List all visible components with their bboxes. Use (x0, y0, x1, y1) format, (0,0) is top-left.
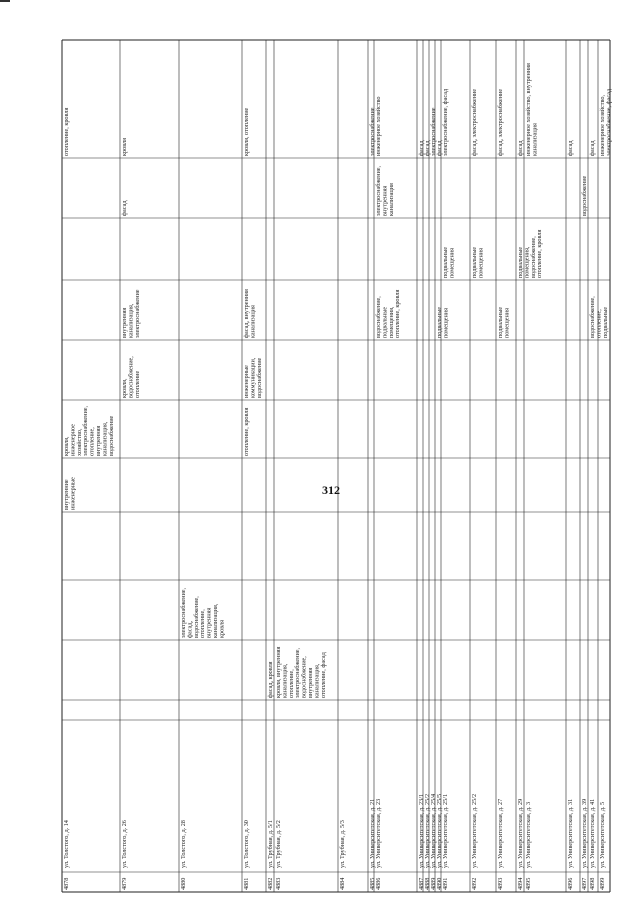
cell-c7: инженерное хозяйство,электроснабжение, фасад (599, 88, 613, 156)
row-number: 4896 (567, 877, 574, 890)
cell-c_col9: электроснабжение,фасад,водоснабжение,отопление,внутренняяканализация,кровля (180, 587, 226, 638)
cell-c3: подвальныепомещения (436, 306, 450, 338)
row-number: 4895 (525, 877, 532, 890)
cell-c7: кровля (121, 138, 128, 156)
row-number: 4897 (581, 877, 588, 890)
cell-c7: фасад (436, 140, 443, 156)
row-number: 4894 (517, 877, 524, 890)
row-address: ул. Трубная, д. 5/3 (339, 820, 346, 868)
cell-c_col10: фасад, кровля (267, 661, 274, 698)
row-number: 4883 (275, 877, 282, 890)
row-number: 4889 (430, 877, 437, 890)
table-svg (62, 40, 613, 892)
cell-c3: водоснабжение,отопление,подвальные (589, 296, 609, 338)
row-number: 4890 (436, 877, 443, 890)
row-number: 4882 (267, 877, 274, 890)
cell-c5: фасад (121, 200, 128, 216)
row-number: 4887 (418, 877, 425, 890)
row-number: 4885 (369, 877, 376, 890)
cell-c3: водоснабжение,подвальныепомещения,отопление, кровля (375, 289, 402, 338)
row-number: 4892 (471, 877, 478, 890)
corner-mark (0, 0, 10, 2)
cell-c7: электроснабжение (430, 107, 437, 156)
cell-c7: фасад (418, 140, 425, 156)
row-address: ул. Университетская, д. 25/1 (442, 793, 449, 868)
cell-c1: кровля,инженерноехозяйство,электроснабжение,отопление,внутренняяканализация,водоснабжение (63, 405, 115, 456)
cell-c4: подвальныепомещения (442, 246, 456, 278)
row-address: ул. Университетская, д. 27 (497, 798, 504, 868)
cell-c1: отопление, кровля (243, 407, 250, 456)
row-number: 4884 (339, 877, 346, 890)
cell-c3: фасад, внутренняяканализация (243, 289, 257, 338)
row-number: 4899 (599, 877, 606, 890)
row-address: ул. Университетская, д. 23/1 (418, 793, 425, 868)
cell-c7: кровля, отопление (243, 107, 250, 156)
cell-c_col10: кровля, внутренняяканализация,отопление,электроснабжение,водоснабжение,внутренняяканализация,отопление, фасад (275, 646, 327, 698)
cell-c7: фасад, электроснабжение (471, 88, 478, 156)
row-address: ул. Университетская, д. 21 (369, 798, 376, 868)
row-address: ул. Университетская, д. 3 (525, 801, 532, 868)
row-number: 4879 (121, 877, 128, 890)
row-address: ул. Толстого, д. 30 (243, 820, 250, 868)
row-address: ул. Университетская, д. 29 (517, 798, 524, 868)
row-number: 4886 (375, 877, 382, 890)
row-address: ул. Университетская, д. 41 (589, 798, 596, 868)
row-address: ул. Университетская, д. 39 (581, 798, 588, 868)
row-address: ул. Университетская, д. 5 (599, 801, 606, 868)
row-address: ул. Университетская, д. 25/5 (436, 793, 443, 868)
cell-c_ins: внутренниеинженерные (63, 477, 77, 510)
row-address: ул. Университетская, д. 25/4 (430, 793, 437, 868)
cell-c5: электроснабжение,внутренняяканализация (375, 165, 395, 216)
row-address: ул. Толстого, д. 14 (63, 820, 70, 868)
row-address: ул. Университетская, д. 25/2 (471, 793, 478, 868)
row-number: 4881 (243, 877, 250, 890)
cell-c2: инженерныекоммуникации,водоснабжение (243, 357, 263, 398)
cell-c7: электроснабжение, фасад (442, 88, 449, 156)
rotated-table (62, 40, 613, 892)
cell-c4: подвальныепомещения,водоснабжение,отопление, кровля (517, 229, 544, 278)
row-number: 4891 (442, 877, 449, 890)
row-number: 4898 (589, 877, 596, 890)
row-address: ул. Толстого, д. 26 (121, 820, 128, 868)
row-address: ул. Университетская, д. 23 (375, 798, 382, 868)
cell-c7: инженерное хозяйство, внутренняяканализация (525, 63, 539, 156)
cell-c7: фасад, электроснабжение (497, 88, 504, 156)
row-address: ул. Трубная, д. 5/1 (267, 820, 274, 868)
cell-c7: инженерное хозяйство (375, 96, 382, 156)
cell-c7: фасад (424, 140, 431, 156)
cell-c4: подвальныепомещения (471, 246, 485, 278)
row-address: ул. Толстого, д. 28 (180, 820, 187, 868)
row-address: ул. Университетская, д. 31 (567, 798, 574, 868)
cell-c7: отопление, кровля (63, 107, 70, 156)
cell-c7: электроснабжение (369, 107, 376, 156)
row-address: ул. Университетская, д. 25/2 (424, 793, 431, 868)
row-number: 4880 (180, 877, 187, 890)
cell-c7: фасад (517, 140, 524, 156)
row-number: 4893 (497, 877, 504, 890)
page-number: 312 (322, 483, 340, 497)
cell-c7: фасад (567, 140, 574, 156)
cell-c3: подвальныепомещения (497, 306, 511, 338)
cell-c2: кровля,водоснабжение,отопление (121, 356, 141, 398)
cell-c7: фасад (589, 140, 596, 156)
row-address: ул. Трубная, д. 5/2 (275, 820, 282, 868)
row-number: 4878 (63, 877, 70, 890)
cell-c5: водоснабжение (581, 175, 588, 216)
cell-c3: внутренняяканализация,электроснабжение (121, 289, 141, 338)
row-number: 4888 (424, 877, 431, 890)
